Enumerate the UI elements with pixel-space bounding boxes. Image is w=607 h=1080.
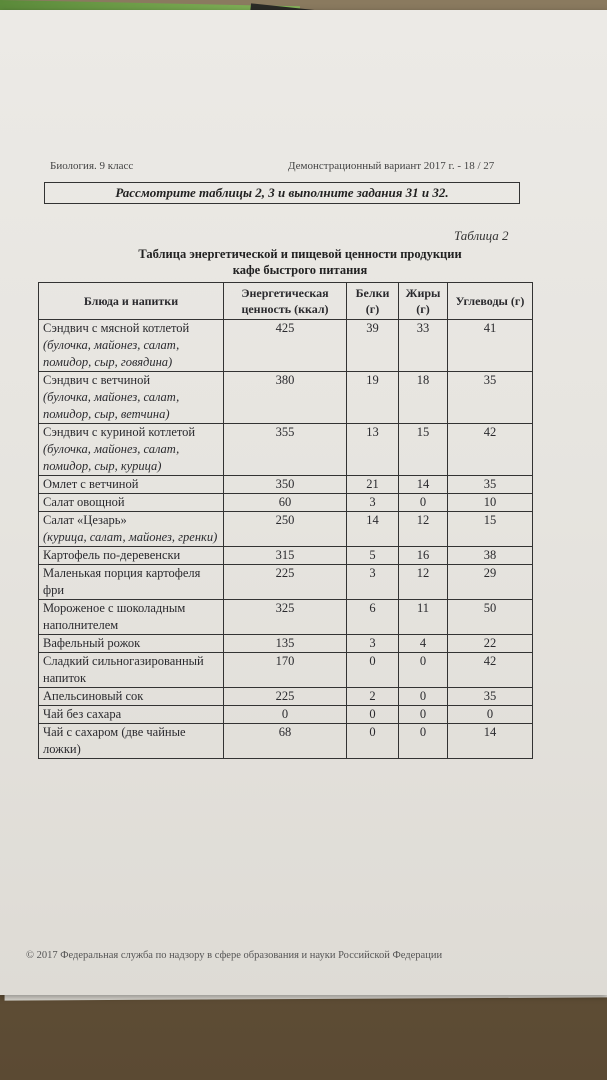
dish-name: Сэндвич с ветчиной: [43, 373, 151, 387]
dish-cell: [39, 688, 224, 706]
table-row: [39, 688, 533, 706]
col-dish-header: Блюда и напитки: [39, 283, 224, 320]
dish-ingredients: (курица, салат, майонез, гренки): [43, 530, 218, 544]
table-row: [39, 706, 533, 724]
dish-name: Салат овощной: [43, 495, 125, 509]
subject-header: Биология. 9 класс: [50, 160, 134, 172]
table-row: [39, 476, 533, 494]
col-protein-header: Белки (г): [347, 283, 399, 320]
copyright-footer: © 2017 Федеральная служба по надзору в сфере образования и науки Российской Федерации: [26, 950, 443, 961]
carbs-cell: 41: [448, 320, 533, 372]
dish-name: Салат «Цезарь»: [43, 513, 127, 527]
fat-cell: 12: [399, 512, 448, 547]
table-row: [39, 372, 533, 424]
carbs-cell: 10: [448, 494, 533, 512]
fat-cell: 33: [399, 320, 448, 372]
dish-cell: [39, 653, 224, 688]
protein-cell: 5: [347, 547, 399, 565]
dish-cell: [39, 600, 224, 635]
fat-cell: 18: [399, 372, 448, 424]
dish-name: Чай с сахаром (две чайные ложки): [43, 725, 186, 756]
protein-cell: 21: [347, 476, 399, 494]
protein-cell: 0: [347, 706, 399, 724]
protein-cell: 3: [347, 565, 399, 600]
dish-cell: [39, 724, 224, 759]
protein-cell: 13: [347, 424, 399, 476]
protein-cell: 19: [347, 372, 399, 424]
carbs-cell: 42: [448, 653, 533, 688]
variant-header: Демонстрационный вариант 2017 г. - 18 / 27: [288, 160, 495, 172]
col-energy-header: Энергетическая ценность (ккал): [224, 283, 347, 320]
protein-cell: 6: [347, 600, 399, 635]
table-row: [39, 565, 533, 600]
energy-cell: 250: [224, 512, 347, 547]
energy-cell: 425: [224, 320, 347, 372]
table-row: [39, 635, 533, 653]
dish-cell: [39, 372, 224, 424]
table-row: [39, 494, 533, 512]
carbs-cell: 35: [448, 372, 533, 424]
dish-cell: [39, 565, 224, 600]
protein-cell: 14: [347, 512, 399, 547]
dish-name: Маленькая порция картофеля фри: [43, 566, 201, 597]
energy-cell: 135: [224, 635, 347, 653]
energy-cell: 170: [224, 653, 347, 688]
energy-cell: 68: [224, 724, 347, 759]
fat-cell: 0: [399, 688, 448, 706]
carbs-cell: 35: [448, 476, 533, 494]
table-row: [39, 512, 533, 547]
carbs-cell: 35: [448, 688, 533, 706]
protein-cell: 3: [347, 494, 399, 512]
table-header-row: [39, 283, 533, 320]
fat-cell: 0: [399, 494, 448, 512]
carbs-cell: 50: [448, 600, 533, 635]
dish-ingredients: (булочка, майонез, салат, помидор, сыр, ветчина): [43, 390, 180, 421]
nutrition-table: [38, 282, 533, 759]
dish-cell: [39, 320, 224, 372]
table-row: [39, 424, 533, 476]
fat-cell: 12: [399, 565, 448, 600]
dish-cell: [39, 635, 224, 653]
task-instruction: Рассмотрите таблицы 2, 3 и выполните задания 31 и 32.: [44, 182, 520, 204]
protein-cell: 3: [347, 635, 399, 653]
carbs-cell: 14: [448, 724, 533, 759]
paper-sheet: [0, 10, 607, 995]
table-row: [39, 547, 533, 565]
dish-name: Сладкий сильногазированный напиток: [43, 654, 204, 685]
energy-cell: 380: [224, 372, 347, 424]
energy-cell: 315: [224, 547, 347, 565]
col-carbs-header: Углеводы (г): [448, 283, 533, 320]
energy-cell: 350: [224, 476, 347, 494]
table-row: [39, 600, 533, 635]
protein-cell: 39: [347, 320, 399, 372]
dish-name: Картофель по-деревенски: [43, 548, 181, 562]
energy-cell: 325: [224, 600, 347, 635]
dish-cell: [39, 547, 224, 565]
fat-cell: 0: [399, 706, 448, 724]
fat-cell: 0: [399, 653, 448, 688]
dish-cell: [39, 706, 224, 724]
dish-cell: [39, 424, 224, 476]
energy-cell: 225: [224, 688, 347, 706]
table-row: [39, 653, 533, 688]
carbs-cell: 22: [448, 635, 533, 653]
dish-cell: [39, 494, 224, 512]
energy-cell: 0: [224, 706, 347, 724]
table-row: [39, 724, 533, 759]
dish-name: Сэндвич с куриной котлетой: [43, 425, 196, 439]
dish-name: Мороженое с шоколадным наполнителем: [43, 601, 186, 632]
protein-cell: 0: [347, 724, 399, 759]
carbs-cell: 38: [448, 547, 533, 565]
protein-cell: 0: [347, 653, 399, 688]
energy-cell: 60: [224, 494, 347, 512]
fat-cell: 11: [399, 600, 448, 635]
table-number: Таблица 2: [454, 228, 509, 243]
dish-name: Апельсиновый сок: [43, 689, 144, 703]
dish-name: Вафельный рожок: [43, 636, 141, 650]
table-subtitle: кафе быстрого питания: [232, 263, 368, 277]
fat-cell: 0: [399, 724, 448, 759]
carbs-cell: 29: [448, 565, 533, 600]
col-fat-header: Жиры (г): [399, 283, 448, 320]
table-row: [39, 320, 533, 372]
dish-name: Чай без сахара: [43, 707, 122, 721]
table-title: Таблица энергетической и пищевой ценности продукции: [138, 247, 462, 261]
carbs-cell: 15: [448, 512, 533, 547]
fat-cell: 14: [399, 476, 448, 494]
fat-cell: 4: [399, 635, 448, 653]
protein-cell: 2: [347, 688, 399, 706]
dish-cell: [39, 512, 224, 547]
carbs-cell: 42: [448, 424, 533, 476]
fat-cell: 16: [399, 547, 448, 565]
dish-ingredients: (булочка, майонез, салат, помидор, сыр, курица): [43, 442, 180, 473]
dish-name: Сэндвич с мясной котлетой: [43, 321, 190, 335]
energy-cell: 355: [224, 424, 347, 476]
fat-cell: 15: [399, 424, 448, 476]
dish-name: Омлет с ветчиной: [43, 477, 139, 491]
dish-cell: [39, 476, 224, 494]
dish-ingredients: (булочка, майонез, салат, помидор, сыр, говядина): [43, 338, 180, 369]
carbs-cell: 0: [448, 706, 533, 724]
energy-cell: 225: [224, 565, 347, 600]
